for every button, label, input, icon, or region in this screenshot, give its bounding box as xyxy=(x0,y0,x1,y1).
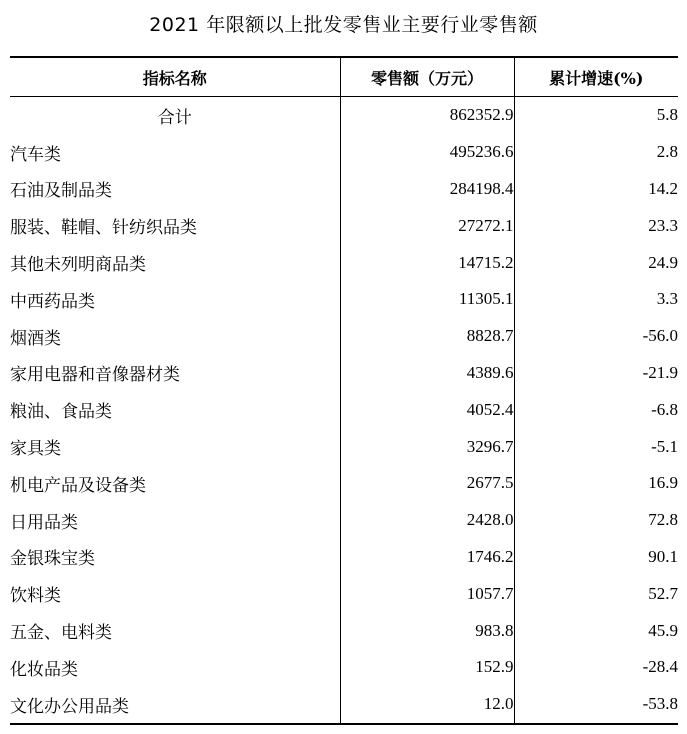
table-row xyxy=(10,244,678,281)
row-growth: -6.8 xyxy=(514,391,678,428)
row-growth: 2.8 xyxy=(514,134,678,171)
row-growth: -53.8 xyxy=(514,686,678,724)
row-growth: 16.9 xyxy=(514,465,678,502)
row-name: 机电产品及设备类 xyxy=(10,475,146,496)
table-row xyxy=(10,318,678,355)
row-name: 汽车类 xyxy=(10,144,61,165)
row-sales: 1057.7 xyxy=(340,575,514,612)
table-row xyxy=(10,207,678,244)
row-name: 日用品类 xyxy=(10,512,78,533)
row-sales: 862352.9 xyxy=(340,97,514,134)
row-name: 石油及制品类 xyxy=(10,181,112,202)
table-row xyxy=(10,612,678,649)
row-name: 文化办公用品类 xyxy=(10,686,340,724)
row-growth: 72.8 xyxy=(514,502,678,539)
row-name: 五金、电料类 xyxy=(10,623,112,644)
header-indicator-name: 指标名称 xyxy=(10,57,340,97)
row-sales: 983.8 xyxy=(340,612,514,649)
row-sales: 4052.4 xyxy=(340,391,514,428)
row-name: 饮料类 xyxy=(10,586,61,607)
row-sales: 3296.7 xyxy=(340,428,514,465)
table-row xyxy=(10,355,678,392)
table-row xyxy=(10,428,678,465)
table-row-total xyxy=(10,97,678,134)
row-name: 其他未列明商品类 xyxy=(10,255,146,276)
row-growth: -21.9 xyxy=(514,355,678,392)
row-sales: 27272.1 xyxy=(340,207,514,244)
row-sales: 495236.6 xyxy=(340,134,514,171)
row-growth: -56.0 xyxy=(514,318,678,355)
row-growth: -28.4 xyxy=(514,649,678,686)
table-row xyxy=(10,686,678,724)
table-row xyxy=(10,281,678,318)
header-row xyxy=(10,57,678,97)
row-sales: 2677.5 xyxy=(340,465,514,502)
row-growth: 24.9 xyxy=(514,244,678,281)
row-growth: 52.7 xyxy=(514,575,678,612)
row-sales: 152.9 xyxy=(340,649,514,686)
row-name: 粮油、食品类 xyxy=(10,402,112,423)
row-growth: 23.3 xyxy=(514,207,678,244)
row-sales: 1746.2 xyxy=(340,539,514,576)
row-sales: 12.0 xyxy=(340,686,514,724)
row-growth: 90.1 xyxy=(514,539,678,576)
row-sales: 14715.2 xyxy=(340,244,514,281)
table-row xyxy=(10,465,678,502)
header-retail-sales: 零售额（万元） xyxy=(340,57,514,97)
row-name: 化妆品类 xyxy=(10,659,78,680)
row-growth: -5.1 xyxy=(514,428,678,465)
row-name: 金银珠宝类 xyxy=(10,549,95,570)
row-name: 家具类 xyxy=(10,439,61,460)
row-sales: 284198.4 xyxy=(340,171,514,208)
row-name: 合计 xyxy=(157,107,192,128)
header-cumulative-growth: 累计增速(%) xyxy=(514,57,678,97)
row-sales: 8828.7 xyxy=(340,318,514,355)
row-sales: 2428.0 xyxy=(340,502,514,539)
row-growth: 14.2 xyxy=(514,171,678,208)
table-title: 2021 年限额以上批发零售业主要行业零售额 xyxy=(149,14,538,36)
row-name: 烟酒类 xyxy=(10,328,61,349)
row-growth: 45.9 xyxy=(514,612,678,649)
table-row xyxy=(10,134,678,171)
retail-sales-table xyxy=(10,56,678,725)
table-body xyxy=(10,97,678,724)
table-row xyxy=(10,575,678,612)
row-growth: 3.3 xyxy=(514,281,678,318)
table-row xyxy=(10,171,678,208)
table-row xyxy=(10,539,678,576)
table-row xyxy=(10,649,678,686)
row-name: 中西药品类 xyxy=(10,291,95,312)
row-name: 家用电器和音像器材类 xyxy=(10,365,180,386)
table-row xyxy=(10,502,678,539)
table-header xyxy=(10,57,678,97)
row-sales: 11305.1 xyxy=(340,281,514,318)
row-growth: 5.8 xyxy=(514,97,678,134)
row-name: 服装、鞋帽、针纺织品类 xyxy=(10,218,197,239)
table-row xyxy=(10,391,678,428)
row-sales: 4389.6 xyxy=(340,355,514,392)
